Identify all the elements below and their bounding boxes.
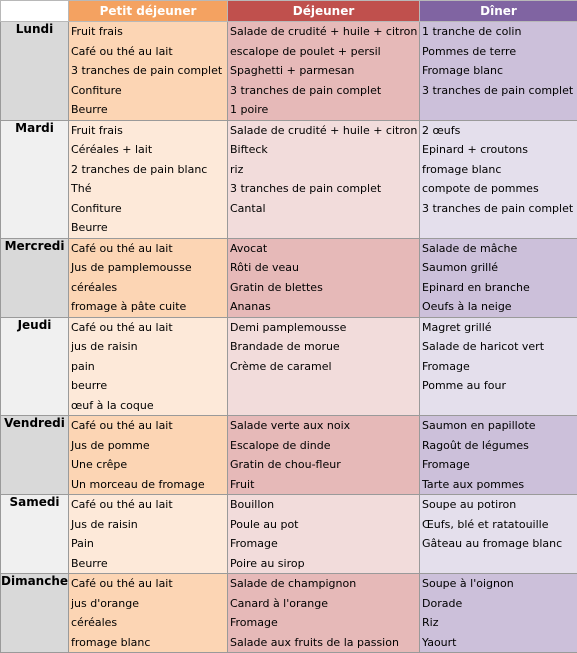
breakfast-item: Confiture: [69, 81, 227, 101]
lunch-cell: [228, 416, 420, 495]
breakfast-cell: [69, 416, 228, 495]
breakfast-item: Une crêpe: [69, 455, 227, 475]
lunch-cell: [228, 120, 420, 238]
dinner-item: Salade de haricot vert: [420, 337, 577, 357]
breakfast-item: Café ou thé au lait: [69, 318, 227, 338]
dinner-cell: [420, 238, 577, 317]
lunch-item: Salade de crudité + huile + citron: [228, 121, 419, 141]
day-row-6: [1, 574, 577, 653]
dinner-item: Saumon en papillote: [420, 416, 577, 436]
breakfast-item: Thé: [69, 179, 227, 199]
lunch-item: Gratin de blettes: [228, 278, 419, 298]
lunch-item: Poule au pot: [228, 515, 419, 535]
breakfast-item: Fruit frais: [69, 22, 227, 42]
dinner-item: Pommes de terre: [420, 42, 577, 62]
header-row: [1, 1, 577, 22]
breakfast-item: 3 tranches de pain complet: [69, 61, 227, 81]
dinner-item: Fromage: [420, 357, 577, 377]
header-breakfast: Petit déjeuner: [69, 1, 228, 22]
dinner-item: compote de pommes: [420, 179, 577, 199]
day-label: Lundi: [1, 22, 69, 121]
dinner-cell: [420, 416, 577, 495]
day-label: Dimanche: [1, 574, 69, 653]
dinner-item: Fromage blanc: [420, 61, 577, 81]
breakfast-item: Café ou thé au lait: [69, 42, 227, 62]
breakfast-item: Beurre: [69, 218, 227, 238]
lunch-item: 1 poire: [228, 100, 419, 120]
lunch-item: Rôti de veau: [228, 258, 419, 278]
breakfast-item: céréales: [69, 613, 227, 633]
breakfast-item: Café ou thé au lait: [69, 495, 227, 515]
lunch-item: Ananas: [228, 297, 419, 317]
lunch-item: 3 tranches de pain complet: [228, 179, 419, 199]
breakfast-item: beurre: [69, 376, 227, 396]
lunch-cell: [228, 238, 420, 317]
dinner-item: Tarte aux pommes: [420, 475, 577, 495]
lunch-item: Demi pamplemousse: [228, 318, 419, 338]
breakfast-item: Café ou thé au lait: [69, 239, 227, 259]
dinner-item: Soupe au potiron: [420, 495, 577, 515]
lunch-item: 3 tranches de pain complet: [228, 81, 419, 101]
breakfast-item: Beurre: [69, 554, 227, 574]
dinner-item: 3 tranches de pain complet: [420, 199, 577, 219]
dinner-item: Dorade: [420, 594, 577, 614]
day-label: Jeudi: [1, 317, 69, 416]
dinner-cell: [420, 317, 577, 416]
breakfast-item: Café ou thé au lait: [69, 574, 227, 594]
lunch-cell: [228, 495, 420, 574]
dinner-cell: [420, 495, 577, 574]
dinner-item: Oeufs à la neige: [420, 297, 577, 317]
lunch-item: Poire au sirop: [228, 554, 419, 574]
breakfast-item: Jus de pomme: [69, 436, 227, 456]
breakfast-cell: [69, 238, 228, 317]
lunch-item: escalope de poulet + persil: [228, 42, 419, 62]
day-label: Samedi: [1, 495, 69, 574]
dinner-item: Epinard en branche: [420, 278, 577, 298]
breakfast-cell: [69, 495, 228, 574]
dinner-item: Œufs, blé et ratatouille: [420, 515, 577, 535]
breakfast-item: jus de raisin: [69, 337, 227, 357]
dinner-item: Epinard + croutons: [420, 140, 577, 160]
lunch-item: Salade aux fruits de la passion: [228, 633, 419, 653]
breakfast-item: Jus de raisin: [69, 515, 227, 535]
breakfast-item: Fruit frais: [69, 121, 227, 141]
lunch-item: Fromage: [228, 534, 419, 554]
lunch-item: Salade de crudité + huile + citron: [228, 22, 419, 42]
breakfast-cell: [69, 317, 228, 416]
dinner-item: Riz: [420, 613, 577, 633]
lunch-item: Cantal: [228, 199, 419, 219]
header-dinner: Dîner: [420, 1, 577, 22]
breakfast-cell: [69, 120, 228, 238]
day-label: Mercredi: [1, 238, 69, 317]
breakfast-item: Pain: [69, 534, 227, 554]
day-row-4: [1, 416, 577, 495]
lunch-item: Salade de champignon: [228, 574, 419, 594]
breakfast-item: jus d'orange: [69, 594, 227, 614]
dinner-cell: [420, 574, 577, 653]
breakfast-item: Un morceau de fromage: [69, 475, 227, 495]
lunch-item: Bouillon: [228, 495, 419, 515]
lunch-item: riz: [228, 160, 419, 180]
breakfast-item: Céréales + lait: [69, 140, 227, 160]
lunch-cell: [228, 317, 420, 416]
breakfast-item: céréales: [69, 278, 227, 298]
day-label: Vendredi: [1, 416, 69, 495]
header-lunch: Déjeuner: [228, 1, 420, 22]
dinner-item: Magret grillé: [420, 318, 577, 338]
breakfast-cell: [69, 22, 228, 121]
dinner-item: Saumon grillé: [420, 258, 577, 278]
day-row-2: [1, 238, 577, 317]
lunch-item: Canard à l'orange: [228, 594, 419, 614]
lunch-item: Fruit: [228, 475, 419, 495]
lunch-item: Brandade de morue: [228, 337, 419, 357]
dinner-item: Yaourt: [420, 633, 577, 653]
lunch-item: Fromage: [228, 613, 419, 633]
breakfast-cell: [69, 574, 228, 653]
lunch-cell: [228, 22, 420, 121]
day-row-3: [1, 317, 577, 416]
dinner-item: 1 tranche de colin: [420, 22, 577, 42]
dinner-cell: [420, 120, 577, 238]
breakfast-item: fromage blanc: [69, 633, 227, 653]
breakfast-item: Jus de pamplemousse: [69, 258, 227, 278]
dinner-item: fromage blanc: [420, 160, 577, 180]
day-row-5: [1, 495, 577, 574]
lunch-item: Bifteck: [228, 140, 419, 160]
dinner-item: Soupe à l'oignon: [420, 574, 577, 594]
dinner-item: Pomme au four: [420, 376, 577, 396]
dinner-cell: [420, 22, 577, 121]
breakfast-item: Beurre: [69, 100, 227, 120]
dinner-item: 3 tranches de pain complet: [420, 81, 577, 101]
breakfast-item: 2 tranches de pain blanc: [69, 160, 227, 180]
breakfast-item: œuf à la coque: [69, 396, 227, 416]
lunch-item: Escalope de dinde: [228, 436, 419, 456]
dinner-item: 2 œufs: [420, 121, 577, 141]
day-row-0: [1, 22, 577, 121]
breakfast-item: fromage à pâte cuite: [69, 297, 227, 317]
lunch-item: Crème de caramel: [228, 357, 419, 377]
day-label: Mardi: [1, 120, 69, 238]
breakfast-item: Confiture: [69, 199, 227, 219]
dinner-item: Salade de mâche: [420, 239, 577, 259]
dinner-item: Gâteau au fromage blanc: [420, 534, 577, 554]
dinner-item: Fromage: [420, 455, 577, 475]
lunch-item: Avocat: [228, 239, 419, 259]
breakfast-item: Café ou thé au lait: [69, 416, 227, 436]
breakfast-item: pain: [69, 357, 227, 377]
lunch-item: Gratin de chou-fleur: [228, 455, 419, 475]
lunch-item: Spaghetti + parmesan: [228, 61, 419, 81]
dinner-item: Ragoût de légumes: [420, 436, 577, 456]
header-corner: [1, 1, 69, 22]
lunch-cell: [228, 574, 420, 653]
day-row-1: [1, 120, 577, 238]
lunch-item: Salade verte aux noix: [228, 416, 419, 436]
